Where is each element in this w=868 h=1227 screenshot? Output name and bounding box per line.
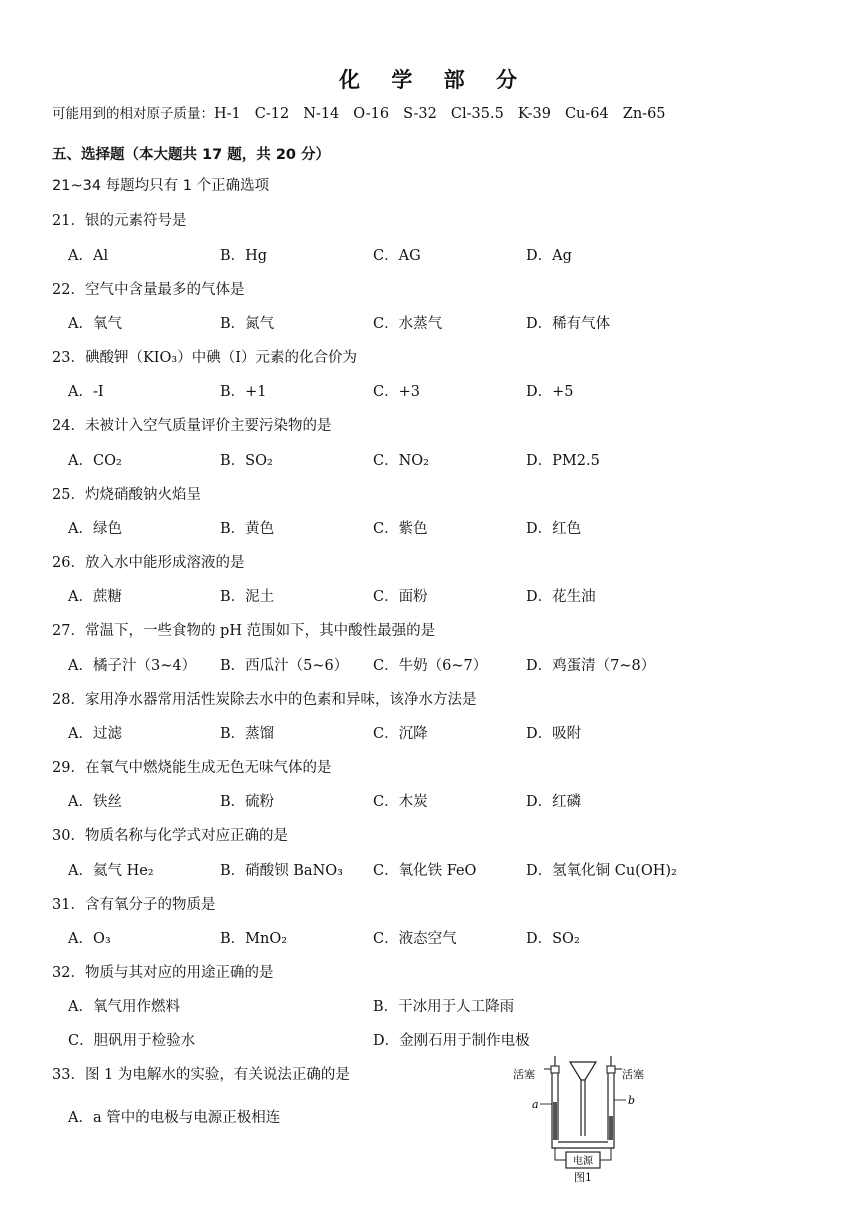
- question-stem: 26．放入水中能形成溶液的是: [52, 555, 245, 571]
- option: D．红色: [526, 521, 582, 537]
- question-stem: 33．图 1 为电解水的实验，有关说法正确的是: [52, 1067, 350, 1083]
- option: D．SO₂: [526, 931, 580, 947]
- atomic-mass-label: 可能用到的相对原子质量：: [52, 106, 214, 122]
- question-stem: 31．含有氧分子的物质是: [52, 897, 216, 913]
- option: D．花生油: [526, 589, 596, 605]
- question-stem: 23．碘酸钾（KIO₃）中碘（I）元素的化合价为: [52, 350, 357, 366]
- option: D．红磷: [526, 794, 582, 810]
- option: B．MnO₂: [220, 931, 288, 947]
- question-stem: 28．家用净水器常用活性炭除去水中的色素和异味，该净水方法是: [52, 692, 477, 708]
- section-subheading: 21~34 每题均只有 1 个正确选项: [52, 178, 270, 194]
- option: D．Ag: [526, 248, 572, 264]
- option: B．Hg: [220, 248, 268, 264]
- electrolysis-figure: [508, 1052, 658, 1184]
- option: A．氦气 He₂: [68, 863, 154, 879]
- option: B．干冰用于人工降雨: [373, 999, 515, 1015]
- option: A．蔗糖: [68, 589, 122, 605]
- question-stem: 21．银的元素符号是: [52, 213, 187, 229]
- tube-b: [607, 1056, 622, 1140]
- option: C．沉降: [373, 726, 428, 742]
- option: A．氧气用作燃料: [68, 999, 180, 1015]
- atomic-mass-item: Zn-65: [622, 106, 666, 122]
- option: D．+5: [526, 384, 574, 400]
- power-supply-label: 电源: [573, 1156, 593, 1167]
- option: A．O₃: [68, 931, 111, 947]
- valve-label-left: 活塞: [513, 1068, 535, 1081]
- option: D．PM2.5: [526, 453, 600, 469]
- question-stem: 25．灼烧硝酸钠火焰呈: [52, 487, 201, 503]
- atomic-mass-item: N-14: [303, 106, 340, 122]
- option: C．紫色: [373, 521, 428, 537]
- option: A．铁丝: [68, 794, 122, 810]
- option: A．过滤: [68, 726, 122, 742]
- option: B．+1: [220, 384, 267, 400]
- option: C．水蒸气: [373, 316, 443, 332]
- option: B．硝酸钡 BaNO₃: [220, 863, 343, 879]
- option: C．NO₂: [373, 453, 429, 469]
- option: A．CO₂: [68, 453, 122, 469]
- option: A．绿色: [68, 521, 122, 537]
- option: A．Al: [68, 248, 109, 264]
- atomic-mass-item: H-1: [214, 106, 241, 122]
- tube-a-label: a: [532, 1098, 539, 1111]
- atomic-mass-item: S-32: [403, 106, 437, 122]
- option: D．稀有气体: [526, 316, 611, 332]
- page-title: 化 学 部 分: [339, 68, 529, 92]
- option: D．氢氧化铜 Cu(OH)₂: [526, 863, 677, 879]
- tube-a: [544, 1056, 559, 1140]
- question-stem: 29．在氧气中燃烧能生成无色无味气体的是: [52, 760, 332, 776]
- funnel-icon: [570, 1062, 596, 1136]
- option: C．牛奶（6~7）: [373, 658, 488, 674]
- question-stem: 22．空气中含量最多的气体是: [52, 282, 245, 298]
- option: D．吸附: [526, 726, 582, 742]
- option: D．金刚石用于制作电极: [373, 1033, 530, 1049]
- option: C．+3: [373, 384, 420, 400]
- option: A．a 管中的电极与电源正极相连: [68, 1110, 281, 1126]
- option: B．蒸馏: [220, 726, 275, 742]
- option: C．氧化铁 FeO: [373, 863, 477, 879]
- option: B．SO₂: [220, 453, 273, 469]
- section-heading: 五、选择题（本大题共 17 题，共 20 分）: [52, 147, 331, 163]
- option: C．木炭: [373, 794, 428, 810]
- valve-label-right: 活塞: [622, 1068, 644, 1081]
- atomic-mass-item: K-39: [517, 106, 551, 122]
- option: C．面粉: [373, 589, 428, 605]
- option: B．西瓜汁（5~6）: [220, 658, 349, 674]
- option: B．泥土: [220, 589, 275, 605]
- atomic-mass-item: Cu-64: [564, 106, 609, 122]
- power-supply: [566, 1152, 600, 1168]
- option: C．AG: [373, 248, 421, 264]
- figure-caption: 图1: [574, 1171, 592, 1184]
- atomic-mass-item: C-12: [254, 106, 290, 122]
- question-stem: 32．物质与其对应的用途正确的是: [52, 965, 274, 981]
- option: C．液态空气: [373, 931, 457, 947]
- question-stem: 27．常温下，一些食物的 pH 范围如下，其中酸性最强的是: [52, 623, 436, 639]
- option: D．鸡蛋清（7~8）: [526, 658, 656, 674]
- option: B．硫粉: [220, 794, 275, 810]
- atomic-mass-item: Cl-35.5: [450, 106, 504, 122]
- question-stem: 30．物质名称与化学式对应正确的是: [52, 828, 288, 844]
- option: C．胆矾用于检验水: [68, 1033, 196, 1049]
- atomic-mass-line: [52, 102, 680, 122]
- option: A．-I: [68, 384, 104, 400]
- question-stem: 24．未被计入空气质量评价主要污染物的是: [52, 418, 332, 434]
- tube-b-label: b: [628, 1094, 636, 1107]
- option: A．氧气: [68, 316, 122, 332]
- option: B．黄色: [220, 521, 275, 537]
- option: A．橘子汁（3~4）: [68, 658, 197, 674]
- atomic-mass-item: O-16: [353, 106, 390, 122]
- option: B．氮气: [220, 316, 275, 332]
